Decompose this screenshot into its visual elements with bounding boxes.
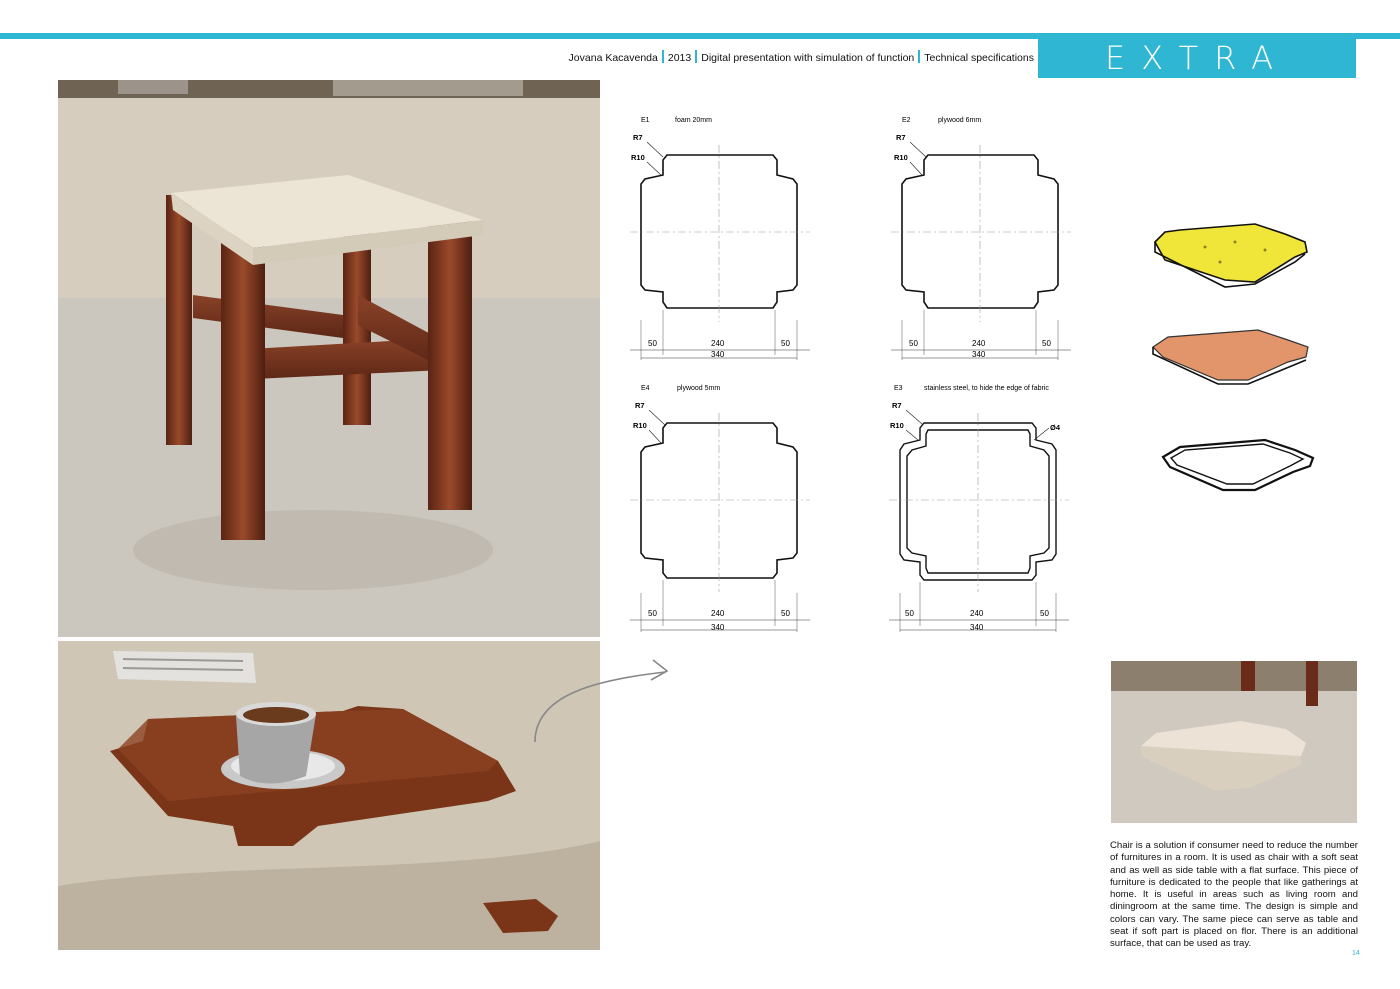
drawing-id-label: E3 [894,385,903,392]
curved-arrow-icon [525,650,675,750]
technical-drawing-e3 [884,378,1084,643]
radius-small-label: R7 [635,401,645,410]
radius-small-label: R7 [633,133,643,142]
dimension-total: 340 [970,623,984,632]
tray-render-photo [58,641,600,950]
drawing-id-label: E4 [641,385,650,392]
dimension-center: 240 [711,609,725,618]
header-separator [695,50,697,63]
dimension-center: 240 [972,339,986,348]
stool-render-photo [58,80,600,637]
tray-illustration [58,641,600,950]
drawing-id-label: E2 [902,117,911,124]
dimension-side-right: 50 [1040,609,1049,618]
radius-small-label: R7 [892,401,902,410]
dimension-center: 240 [711,339,725,348]
plywood-layer-sketch [1148,322,1320,387]
radius-large-label: R10 [631,153,645,162]
year-label: 2013 [667,52,692,64]
radius-small-label: R7 [896,133,906,142]
technical-drawing-e4 [625,378,825,643]
dimension-side-right: 50 [1042,339,1051,348]
technical-drawing-e2 [886,110,1086,365]
header-separator [918,50,920,63]
diameter-label: Ø4 [1050,423,1061,432]
header-bar [540,50,1034,66]
dimension-side-left: 50 [648,339,657,348]
dimension-side-right: 50 [781,339,790,348]
header-separator [662,50,664,63]
drawing-material-label: plywood 5mm [677,385,721,392]
dimension-side-left: 50 [648,609,657,618]
header-item-specifications: Technical specifications [924,52,1034,64]
steel-frame-layer-sketch [1155,432,1325,497]
page-title: EXTRA CHAIR [1038,38,1356,78]
foam-on-floor-photo [1111,661,1357,823]
radius-large-label: R10 [890,421,904,430]
dimension-side-right: 50 [781,609,790,618]
dimension-total: 340 [711,350,725,359]
dimension-side-left: 50 [905,609,914,618]
drawing-material-label: plywood 6mm [938,117,982,124]
radius-large-label: R10 [633,421,647,430]
technical-drawing-e1 [625,110,825,365]
dimension-side-left: 50 [909,339,918,348]
dimension-total: 340 [711,623,725,632]
dimension-center: 240 [970,609,984,618]
drawing-id-label: E1 [641,117,650,124]
drawing-material-label: foam 20mm [675,117,712,124]
description-text: Chair is a solution if consumer need to reduce the number of furnitures in a room. It is used as chair with a soft seat and as well as side table with a flat surface. This piece of furniture is dedicated to the people that like gatherings at home. It is useful in areas such as living room and diningroom at the same time. The design is simple and colors can vary. The same piece can serve as table and seat if soft part is placed on flor. There is an additional surface, that can be used as tray. [1110,840,1358,950]
stool-illustration [58,80,600,637]
dimension-total: 340 [972,350,986,359]
page-number: 14 [1352,950,1360,957]
drawing-material-label: stainless steel, to hide the edge of fabric [924,385,1049,392]
foam-layer-sketch [1145,212,1320,292]
foam-on-floor-illustration [1111,661,1357,823]
header-item-presentation: Digital presentation with simulation of function [701,52,915,64]
radius-large-label: R10 [894,153,908,162]
author-name: Jovana Kacavenda [568,52,658,64]
